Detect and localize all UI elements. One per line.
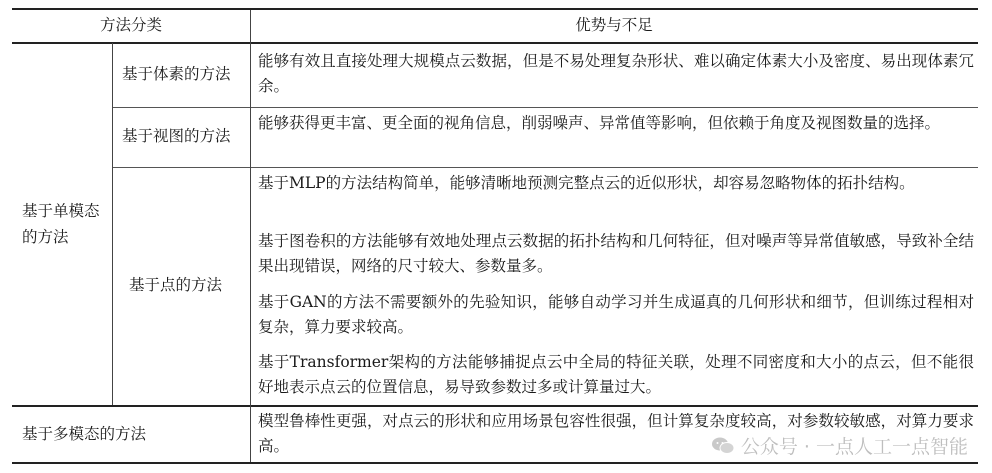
group-divider [12, 405, 978, 407]
assessment-transformer: 基于Transformer架构的方法能够捕捉点云中全局的特征关联，处理不同密度和大小的点云，但不能很好地表示点云的位置信息，易导致参数过多或计算量过大。 [258, 353, 974, 396]
header-category: 方法分类 [99, 16, 162, 34]
watermark-text: 公众号 · 一点人工一点智能 [740, 436, 968, 458]
table-top-rule [12, 8, 978, 10]
row-divider [112, 167, 978, 168]
group-label-text: 基于单模态的方法 [22, 202, 100, 246]
assessment-multi-modal: 模型鲁棒性更强，对点云的形状和应用场景包容性很强，但计算复杂度较高，对参数较敏感，对算力要求高。 [258, 412, 974, 455]
column-divider [112, 43, 113, 405]
assessment-view: 能够获得更丰富、更全面的视角信息，削弱噪声、异常值等影响，但依赖于角度及视图数量的选择。 [258, 114, 941, 132]
row-divider [112, 107, 978, 108]
group-label-single-modal [22, 198, 102, 250]
assessment-gan: 基于GAN的方法不需要额外的先验知识，能够自动学习并生成逼真的几何形状和细节，但训练过程相对复杂，算力要求较高。 [258, 293, 974, 336]
method-voxel: 基于体素的方法 [122, 65, 231, 83]
assessment-mlp: 基于MLP的方法结构简单，能够清晰地预测完整点云的近似形状，却容易忽略物体的拓扑结构。 [258, 174, 915, 192]
group-label-multi-modal: 基于多模态的方法 [22, 425, 147, 443]
assessment-graph-conv: 基于图卷积的方法能够有效地处理点云数据的拓扑结构和几何特征，但对噪声等异常值敏感，导致补全结果出现错误，网络的尺寸较大、参数量多。 [258, 232, 974, 275]
method-point: 基于点的方法 [129, 276, 223, 294]
header-bottom-rule [12, 42, 978, 44]
wechat-icon [711, 436, 735, 456]
method-view: 基于视图的方法 [122, 127, 231, 145]
watermark [711, 432, 968, 459]
table-bottom-rule [12, 462, 978, 464]
assessment-voxel: 能够有效且直接处理大规模点云数据，但是不易处理复杂形状、难以确定体素大小及密度、易出现体素冗余。 [258, 52, 974, 95]
column-divider [250, 10, 251, 462]
header-assessment: 优势与不足 [575, 16, 653, 34]
